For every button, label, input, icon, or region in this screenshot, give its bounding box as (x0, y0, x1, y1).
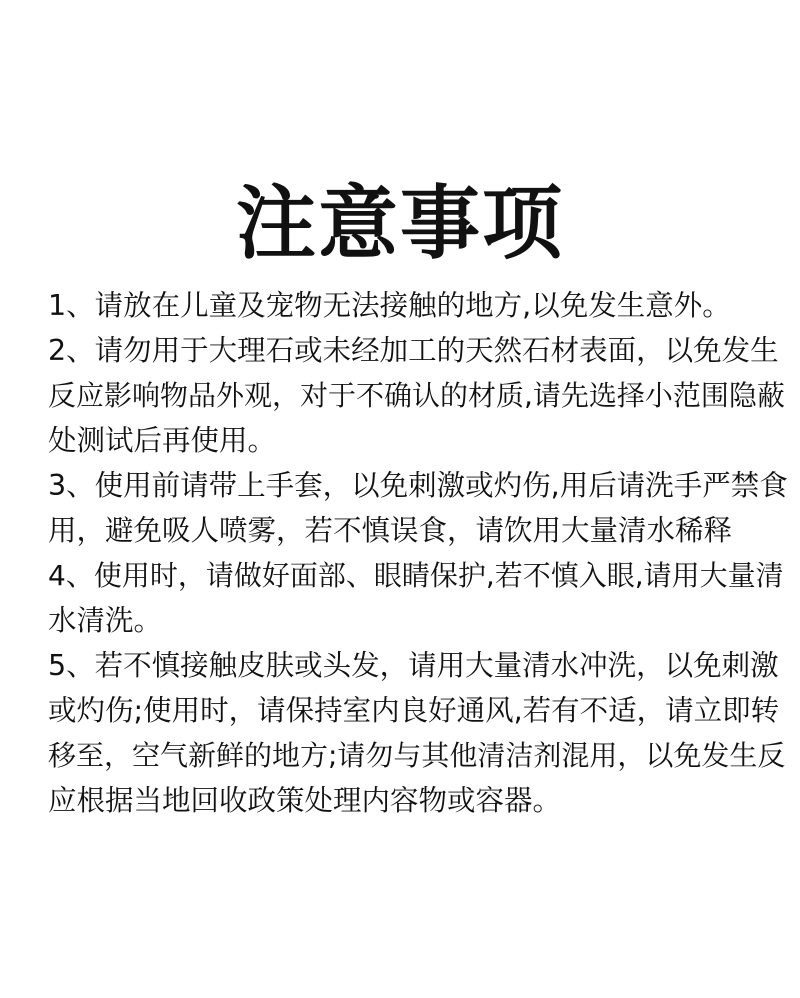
note-item-5 (48, 643, 792, 823)
note-line: 4、使用时，请做好面部、眼睛保护,若不慎入眼,请用大量清 (48, 559, 784, 592)
note-line: 5、若不慎接触皮肤或头发，请用大量清水冲洗，以免刺激 (48, 649, 779, 682)
note-line: 应根据当地回收政策处理内容物或容器。 (48, 784, 562, 817)
note-line: 3、使用前请带上手套，以免刺激或灼伤,用后请洗手严禁食 (48, 469, 788, 502)
note-line: 移至，空气新鲜的地方;请勿与其他清洁剂混用，以免发生反 (48, 739, 786, 772)
note-list (48, 283, 792, 823)
note-line: 或灼伤;使用时，请保持室内良好通风,若有不适，请立即转 (48, 694, 780, 727)
note-line: 1、请放在儿童及宠物无法接触的地方,以免发生意外。 (48, 289, 731, 322)
note-line: 反应影响物品外观，对于不确认的材质,请先选择小范围隐蔽 (48, 379, 785, 412)
note-line: 处测试后再使用。 (48, 424, 277, 457)
note-item-1 (48, 283, 792, 328)
page-title: 注意事项 (236, 176, 564, 270)
note-item-4 (48, 553, 792, 643)
note-line: 用，避免吸人喷雾，若不慎误食，请饮用大量清水稀释 (48, 514, 733, 547)
note-item-2 (48, 328, 792, 463)
note-item-3 (48, 463, 792, 553)
note-line: 水清洗。 (48, 604, 163, 637)
note-line: 2、请勿用于大理石或未经加工的天然石材表面，以免发生 (48, 334, 779, 367)
